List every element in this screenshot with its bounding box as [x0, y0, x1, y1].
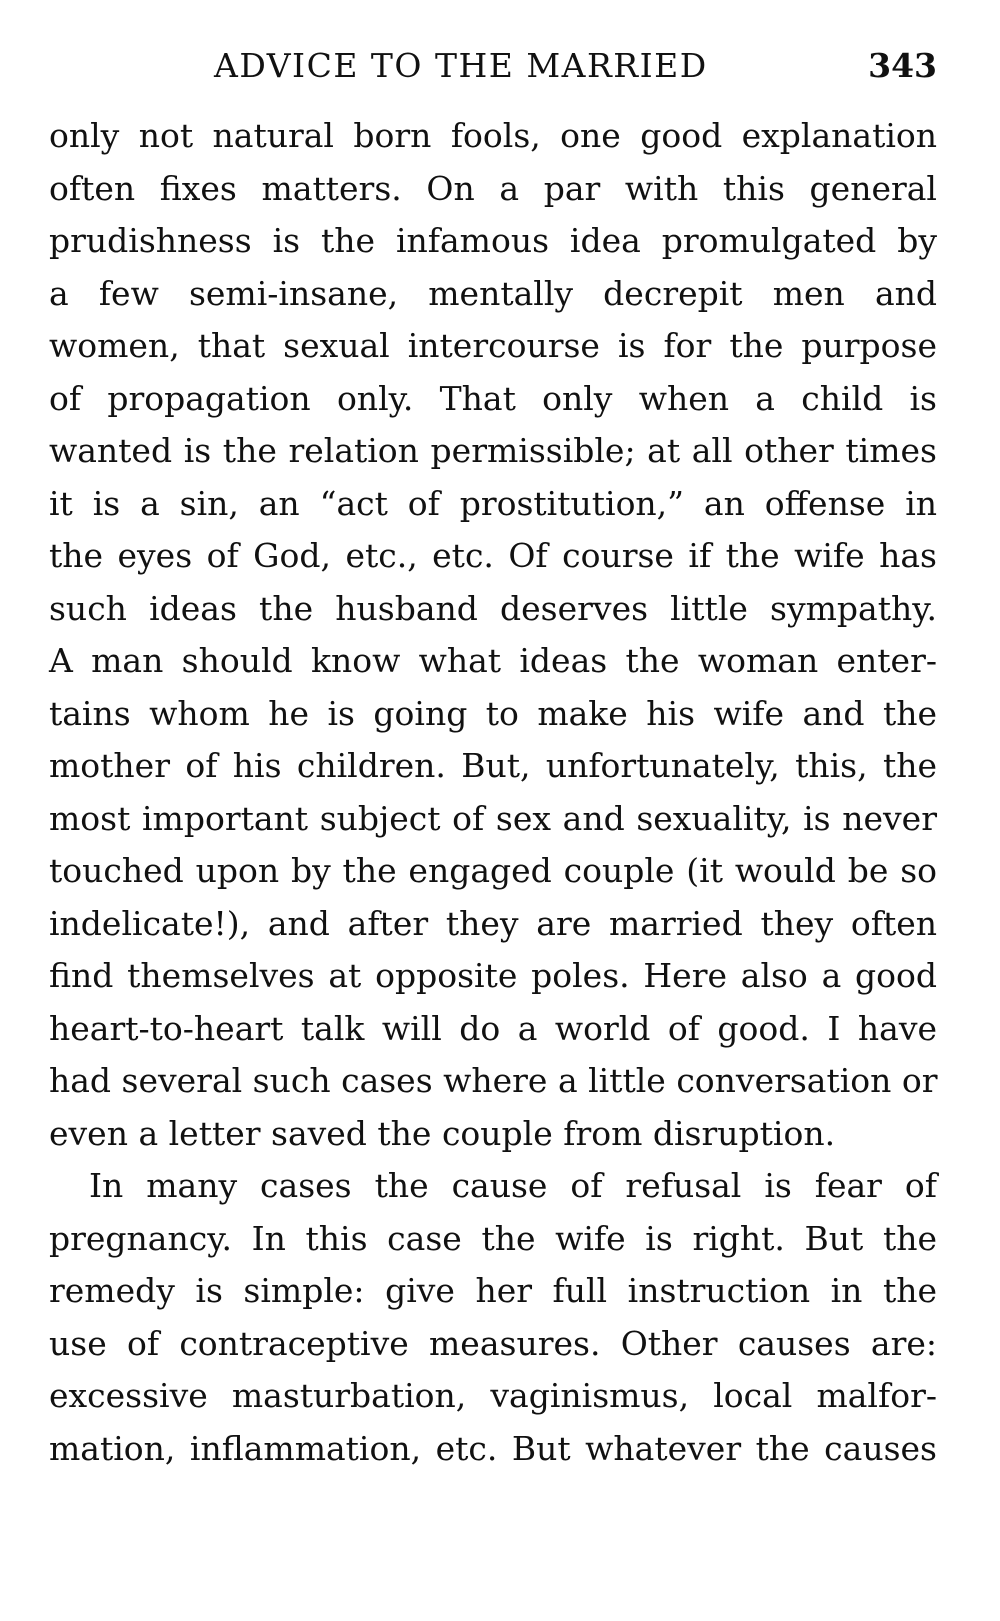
text-line: only not natural born fools, one good explanation	[49, 116, 937, 155]
text-line: mation, inflammation, etc. But whatever the causes	[49, 1428, 937, 1468]
text-line: of propagation only. That only when a child is	[49, 378, 937, 418]
text-line: pregnancy. In this case the wife is right. But the	[49, 1218, 937, 1258]
paragraph-2	[49, 1160, 937, 1475]
text-line: a few semi-insane, mentally decrepit men and	[49, 273, 937, 313]
page-number: 343	[868, 46, 937, 85]
text-line: use of contraceptive measures. Other causes are:	[49, 1323, 937, 1363]
text-line: touched upon by the engaged couple (it would be so	[49, 851, 937, 890]
text-line: excessive masturbation, vaginismus, local malfor-	[49, 1376, 937, 1415]
text-line: heart-to-heart talk will do a world of good. I have	[49, 1008, 937, 1048]
text-line: most important subject of sex and sexuality, is never	[49, 798, 937, 838]
book-page	[49, 0, 937, 1475]
running-title: ADVICE TO THE MARRIED	[214, 46, 708, 85]
text-line: remedy is simple: give her full instruction in the	[49, 1271, 937, 1310]
text-line: had several such cases where a little conversation or	[49, 1061, 938, 1100]
text-line: tains whom he is going to make his wife and the	[49, 693, 937, 733]
text-line: it is a sin, an “act of prostitution,” an offense in	[49, 483, 937, 523]
text-line: women, that sexual intercourse is for the purpose	[49, 326, 937, 365]
text-line: prudishness is the infamous idea promulgated by	[49, 221, 937, 260]
paragraph-1	[49, 110, 937, 1160]
text-line: mother of his children. But, unfortunately, this, the	[49, 746, 937, 785]
text-line: such ideas the husband deserves little sympathy.	[49, 588, 937, 628]
text-line: the eyes of God, etc., etc. Of course if the wife has	[49, 536, 937, 575]
text-line: often fixes matters. On a par with this general	[49, 168, 937, 208]
text-line: A man should know what ideas the woman enter-	[49, 641, 937, 680]
running-head	[49, 0, 937, 110]
text-line: find themselves at opposite poles. Here also a good	[49, 956, 937, 995]
text-line: wanted is the relation permissible; at all other times	[49, 431, 937, 470]
text-line: even a letter saved the couple from disruption.	[49, 1113, 836, 1153]
text-line: indelicate!), and after they are married they often	[49, 903, 937, 943]
text-line: In many cases the cause of refusal is fear of	[89, 1166, 937, 1205]
